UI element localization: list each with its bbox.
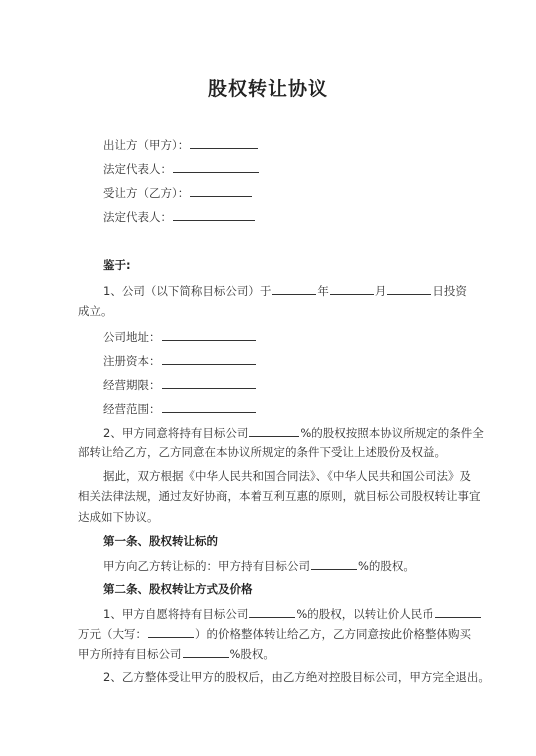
transferor-line bbox=[103, 136, 259, 153]
article2-p1-text-b: %的股权，以转让价人民币 bbox=[296, 607, 434, 621]
whereas-item2-line2: 部转让给乙方，乙方同意在本协议所规定的条件下受让上述股份及权益。 bbox=[78, 445, 446, 459]
company-address-blank[interactable] bbox=[162, 328, 256, 341]
article2-p1-text-a: 1、甲方自愿将持有目标公司 bbox=[103, 607, 249, 621]
item2-text-a: 2、甲方同意将持有目标公司 bbox=[103, 426, 249, 440]
article2-p1-text-f: %股权。 bbox=[229, 647, 275, 661]
transferee-rep-line bbox=[103, 208, 256, 225]
transfer-price-blank[interactable] bbox=[435, 605, 481, 618]
article1-heading: 第一条、股权转让标的 bbox=[103, 534, 218, 548]
business-term-blank[interactable] bbox=[162, 376, 256, 389]
whereas-heading: 鉴于: bbox=[103, 258, 131, 272]
transferee-blank[interactable] bbox=[190, 184, 252, 197]
article1-text-b: %的股权。 bbox=[358, 559, 415, 573]
transferor-rep-line bbox=[103, 160, 260, 177]
transferor-rep-label: 法定代表人： bbox=[103, 162, 172, 176]
item2-text-b: %的股权按照本协议所规定的条件全 bbox=[300, 426, 484, 440]
business-term-label: 经营期限： bbox=[103, 378, 161, 392]
business-scope-line bbox=[103, 400, 257, 417]
whereas-item1-line1 bbox=[103, 282, 467, 299]
transferor-rep-blank[interactable] bbox=[173, 160, 259, 173]
whereas-item2-line1 bbox=[103, 424, 484, 441]
article2-p1-line1 bbox=[103, 605, 482, 622]
article1-text bbox=[103, 557, 415, 574]
basis-line3: 达成如下协议。 bbox=[78, 510, 159, 524]
document-title: 股权转让协议 bbox=[207, 78, 328, 100]
day-blank[interactable] bbox=[387, 282, 431, 295]
transferee-label: 受让方（乙方）： bbox=[103, 186, 190, 200]
company-address-line bbox=[103, 328, 257, 345]
price-uppercase-blank[interactable] bbox=[148, 625, 194, 638]
year-blank[interactable] bbox=[272, 282, 316, 295]
item1-text-month: 月 bbox=[374, 284, 387, 298]
article2-p2: 2、乙方整体受让甲方的股权后，由乙方绝对控股目标公司，甲方完全退出。 bbox=[103, 670, 490, 684]
transferor-label: 出让方（甲方）： bbox=[103, 138, 190, 152]
basis-line2: 相关法律法规，通过友好协商，本着互利互惠的原则，就目标公司股权转让事宜 bbox=[78, 489, 481, 503]
transferor-blank[interactable] bbox=[190, 136, 258, 149]
business-term-line bbox=[103, 376, 257, 393]
company-address-label: 公司地址： bbox=[103, 330, 161, 344]
item1-text-a: 1、公司（以下简称目标公司）于 bbox=[103, 284, 272, 298]
business-scope-blank[interactable] bbox=[162, 400, 256, 413]
basis-line1: 据此，双方根据《中华人民共和国合同法》、《中华人民共和国公司法》及 bbox=[103, 469, 471, 483]
article2-heading: 第二条、股权转让方式及价格 bbox=[103, 582, 253, 596]
article2-p1-line2 bbox=[78, 625, 471, 642]
article1-percent-blank[interactable] bbox=[311, 557, 357, 570]
article2-p1-text-c: 万元（大写： bbox=[78, 627, 147, 641]
registered-capital-line bbox=[103, 352, 257, 369]
item1-text-day: 日投资 bbox=[432, 284, 467, 298]
article2-percent-blank[interactable] bbox=[249, 605, 295, 618]
item2-percent-blank[interactable] bbox=[249, 424, 299, 437]
article2-p1-line3 bbox=[78, 645, 275, 662]
transferee-line bbox=[103, 184, 253, 201]
business-scope-label: 经营范围： bbox=[103, 402, 161, 416]
registered-capital-label: 注册资本： bbox=[103, 354, 161, 368]
transferee-rep-blank[interactable] bbox=[173, 208, 255, 221]
article2-percent-blank-2[interactable] bbox=[183, 645, 229, 658]
transferee-rep-label: 法定代表人： bbox=[103, 210, 172, 224]
item1-text-year: 年 bbox=[317, 284, 329, 298]
registered-capital-blank[interactable] bbox=[162, 352, 256, 365]
whereas-item1-line2: 成立。 bbox=[78, 304, 113, 318]
month-blank[interactable] bbox=[330, 282, 374, 295]
article2-p1-text-e: 甲方所持有目标公司 bbox=[78, 647, 182, 661]
article1-text-a: 甲方向乙方转让标的：甲方持有目标公司 bbox=[103, 559, 310, 573]
article2-p1-text-d: ）的价格整体转让给乙方，乙方同意按此价格整体购买 bbox=[195, 627, 471, 641]
